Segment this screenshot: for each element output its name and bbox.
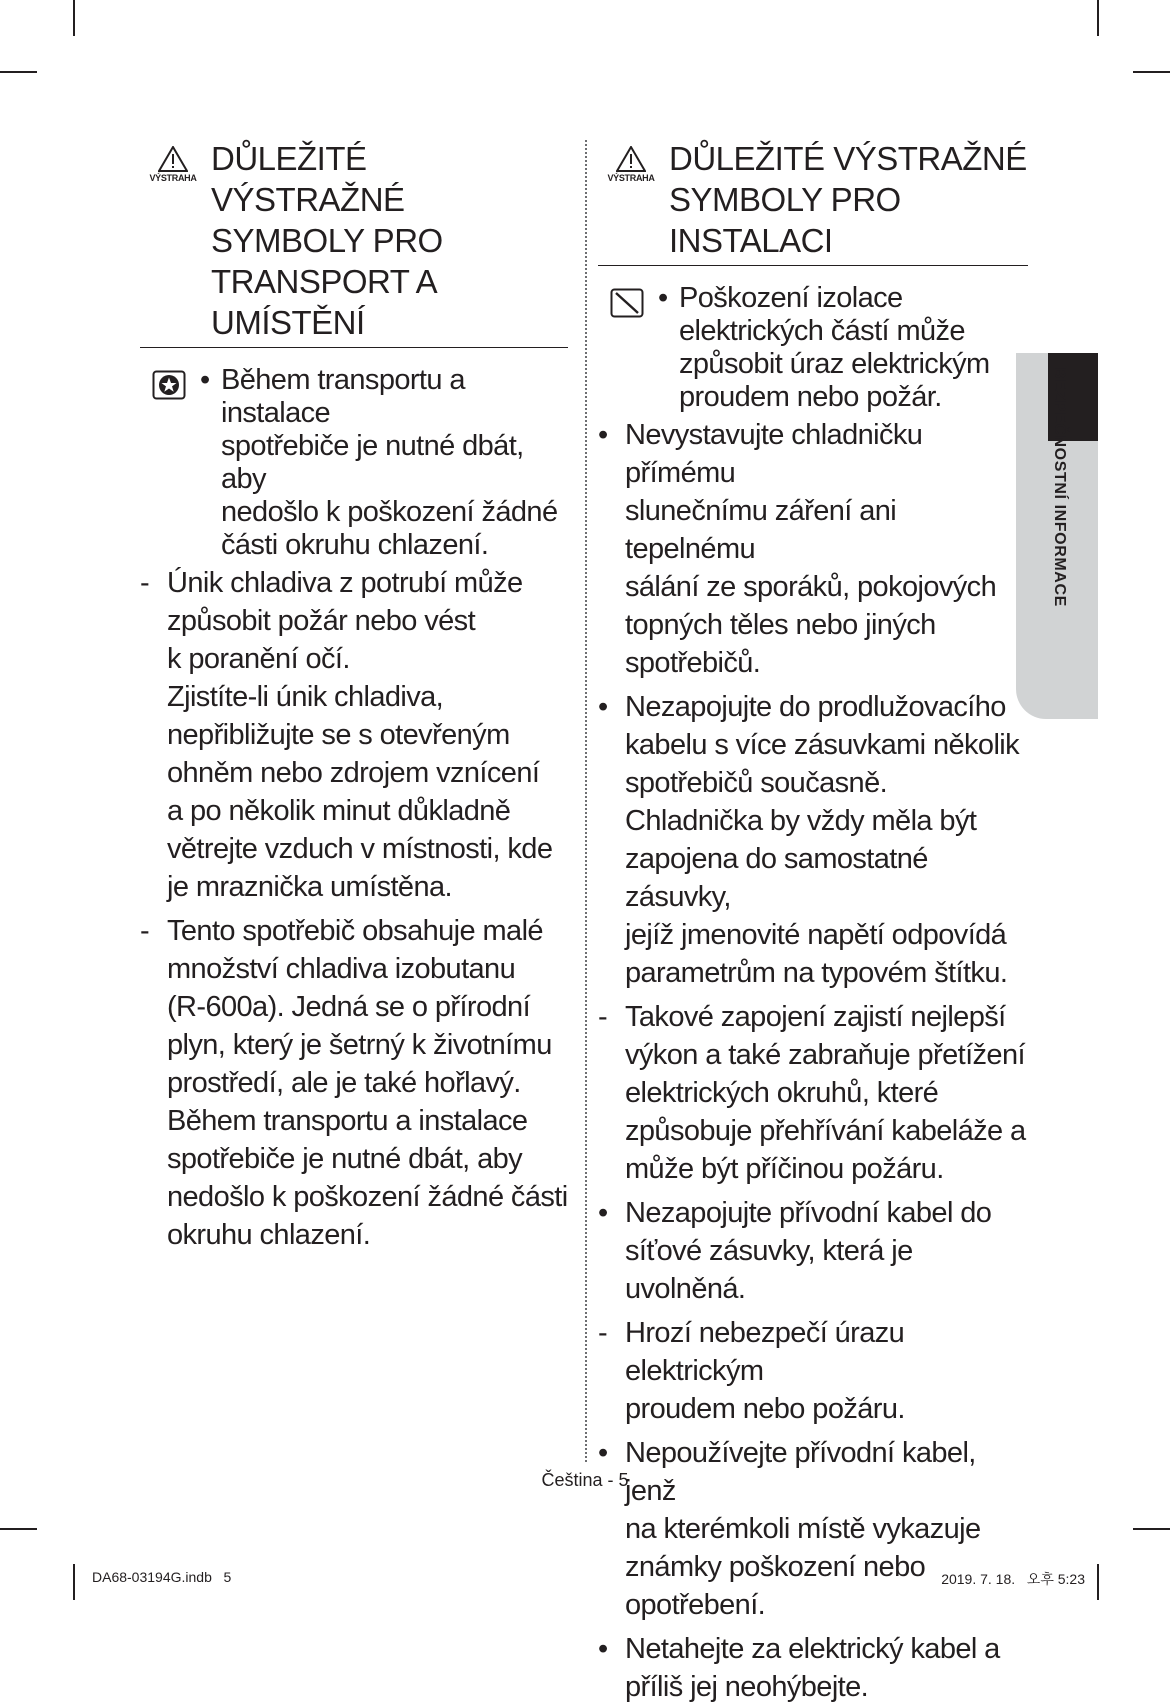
list-item: - Hrozí nebezpečí úrazu elektrickým proudem nebo požáru. (598, 1314, 1028, 1428)
crop-mark (1097, 0, 1099, 36)
left-warning-symbol (148, 146, 198, 183)
list-item: • Nezapojujte do prodlužovacího kabelu s více zásuvkami několik spotřebičů současně. Chladnička by vždy měla být zapojena do samostatné zásuvky, jejíž jmenovité napětí odpovídá parametrům na typovém štítku. (598, 688, 1028, 992)
star-box-icon (152, 370, 186, 400)
warning-triangle-icon (158, 146, 188, 172)
page-number: Čeština - 5 (541, 1470, 629, 1490)
warning-triangle-icon (616, 146, 646, 172)
column-divider (585, 140, 587, 1462)
section-side-tab (1016, 353, 1098, 719)
bullet-mark: • (598, 1633, 608, 1665)
bullet-mark: • (598, 1197, 608, 1229)
list-item: • Netahejte za elektrický kabel a příliš jej neohýbejte. (598, 1630, 1028, 1706)
print-slug-timestamp: 2019. 7. 18. 오후 5:23 (941, 1571, 1085, 1587)
list-item: • Nezapojujte přívodní kabel do síťové zásuvky, která je uvolněná. (598, 1194, 1028, 1308)
crop-mark (0, 71, 37, 73)
bullet-mark: • (598, 419, 608, 451)
right-section-title: DŮLEŽITÉ VÝSTRAŽNÉ SYMBOLY PRO INSTALACI (669, 140, 1027, 259)
list-item: - Únik chladiva z potrubí může způsobit požár nebo vést k poranění očí. Zjistíte-li únik chladiva, nepřibližujte se s otevřeným ohněm nebo zdrojem vznícení a po několik minut důkladně větrejte vzduch v místnosti, kde je mraznička umístěna. (140, 564, 568, 906)
dash-mark: - (598, 1317, 608, 1349)
right-warning-symbol (606, 146, 656, 183)
side-tab-label: BEZPEČNOSTNÍ INFORMACE (1051, 367, 1068, 607)
crop-mark (73, 1564, 75, 1600)
left-column (140, 138, 568, 1254)
symbol-bullet-text: Během transportu a instalace spotřebiče je nutné dbát, aby nedošlo k poškození žádné části okruhu chlazení. (221, 364, 558, 561)
dash-mark: - (140, 915, 150, 947)
print-slug-file: DA68-03194G.indb 5 (92, 1569, 232, 1585)
warning-label: VÝSTRAHA (149, 173, 197, 183)
bullet-mark: • (598, 691, 608, 723)
symbol-bullet-text: Poškození izolace elektrických částí může způsobit úraz elektrickým proudem nebo požár. (679, 282, 990, 413)
right-symbol-bullet (598, 282, 1028, 414)
bullet-mark: • (598, 1437, 608, 1469)
list-item: • Nevystavujte chladničku přímému slunečnímu záření ani tepelnému sálání ze sporáků, pokojových topných těles nebo jiných spotřebičů. (598, 416, 1028, 682)
dash-mark: - (140, 567, 150, 599)
warning-label: VÝSTRAHA (607, 173, 655, 183)
left-symbol-bullet (140, 364, 568, 562)
list-item: • Nepoužívejte přívodní kabel, jenž na kterémkoli místě vykazuje známky poškození nebo opotřebení. (598, 1434, 1028, 1624)
left-heading (140, 138, 568, 348)
list-item: - Takové zapojení zajistí nejlepší výkon a také zabraňuje přetížení elektrických okruhů, které způsobuje přehřívání kabeláže a může být příčinou požáru. (598, 998, 1028, 1188)
crop-mark (73, 0, 75, 36)
list-item: - Tento spotřebič obsahuje malé množství chladiva izobutanu (R-600a). Jedná se o přírodní plyn, který je šetrný k životnímu prostředí, ale je také hořlavý. Během transportu a instalace spotřebiče je nutné dbát, aby nedošlo k poškození žádné části okruhu chlazení. (140, 912, 568, 1254)
crop-mark (1133, 1528, 1170, 1530)
crop-mark (0, 1528, 37, 1530)
right-heading (598, 138, 1028, 266)
left-section-title: DŮLEŽITÉ VÝSTRAŽNÉ SYMBOLY PRO TRANSPORT A UMÍSTĚNÍ (211, 140, 443, 341)
crop-mark (1097, 1564, 1099, 1600)
prohibited-box-icon (610, 288, 644, 318)
bullet-dot: • (200, 364, 210, 396)
bullet-dot: • (658, 282, 668, 314)
crop-mark (1133, 71, 1170, 73)
dash-mark: - (598, 1001, 608, 1033)
